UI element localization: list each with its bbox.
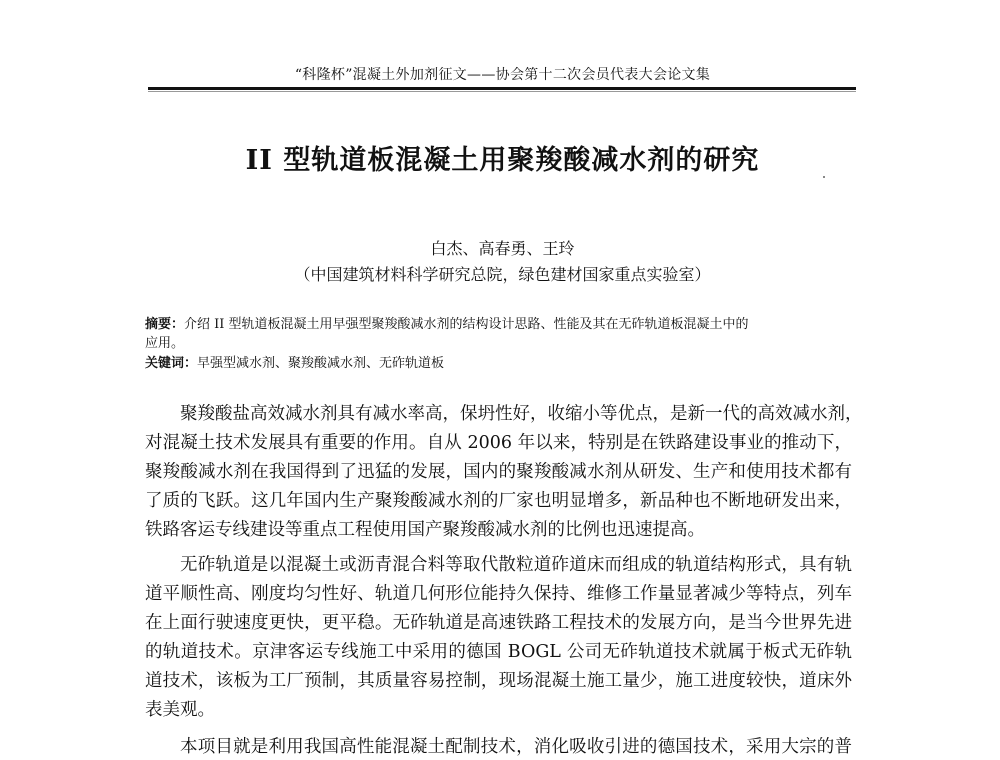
authors: 白杰、高春勇、王玲 bbox=[430, 239, 575, 258]
keywords bbox=[145, 352, 855, 371]
body-line: 无砟轨道是以混凝土或沥青混合料等取代散粒道砟道床而组成的轨道结构形式，具有轨 bbox=[180, 555, 852, 575]
abstract-line-1 bbox=[145, 313, 855, 332]
body-line: 了质的飞跃。这几年国内生产聚羧酸减水剂的厂家也明显增多，新品种也不断地研发出来， bbox=[145, 491, 852, 511]
body-line: 在上面行驶速度更快，更平稳。无砟轨道是高速铁路工程技术的发展方向，是当今世界先进 bbox=[145, 613, 852, 633]
body-line: 聚羧酸盐高效减水剂具有减水率高，保坍性好，收缩小等优点，是新一代的高效减水剂， bbox=[180, 404, 863, 424]
header-rule bbox=[148, 87, 856, 90]
body-line: 的轨道技术。京津客运专线施工中采用的德国 BOGL 公司无砟轨道技术就属于板式无砟轨 bbox=[145, 642, 852, 662]
body-line: 本项目就是利用我国高性能混凝土配制技术，消化吸收引进的德国技术，采用大宗的普 bbox=[180, 737, 852, 757]
abstract-line-2: 应用。 bbox=[145, 336, 185, 351]
affiliation: （中国建筑材料科学研究总院，绿色建材国家重点实验室） bbox=[294, 265, 711, 284]
body-line: 表美观。 bbox=[145, 700, 215, 720]
body-line: 道技术，该板为工厂预制，其质量容易控制，现场混凝土施工量少，施工进度较快，道床外 bbox=[145, 671, 852, 691]
abstract-text: 介绍 II 型轨道板混凝土用早强型聚羧酸减水剂的结构设计思路、性能及其在无砟轨道板混凝土中的 bbox=[184, 317, 749, 332]
paper-title: II 型轨道板混凝土用聚羧酸减水剂的研究 bbox=[245, 145, 760, 176]
body-line: 聚羧酸减水剂在我国得到了迅猛的发展，国内的聚羧酸减水剂从研发、生产和使用技术都有 bbox=[145, 462, 852, 482]
running-header: “科隆杯”混凝土外加剂征文——协会第十二次会员代表大会论文集 bbox=[294, 67, 711, 83]
keywords-text: 早强型减水剂、聚羧酸减水剂、无砟轨道板 bbox=[197, 356, 445, 371]
body-line: 铁路客运专线建设等重点工程使用国产聚羧酸减水剂的比例也迅速提高。 bbox=[145, 520, 705, 540]
body-line: 道平顺性高、刚度均匀性好、轨道几何形位能持久保持、维修工作量显著减少等特点，列车 bbox=[145, 584, 852, 604]
body-line: 对混凝土技术发展具有重要的作用。自从 2006 年以来，特别是在铁路建设事业的推动下， bbox=[145, 433, 852, 453]
header-rule-thin bbox=[148, 91, 856, 92]
abstract-label: 摘要： bbox=[145, 317, 185, 332]
keywords-label: 关键词： bbox=[145, 356, 198, 371]
